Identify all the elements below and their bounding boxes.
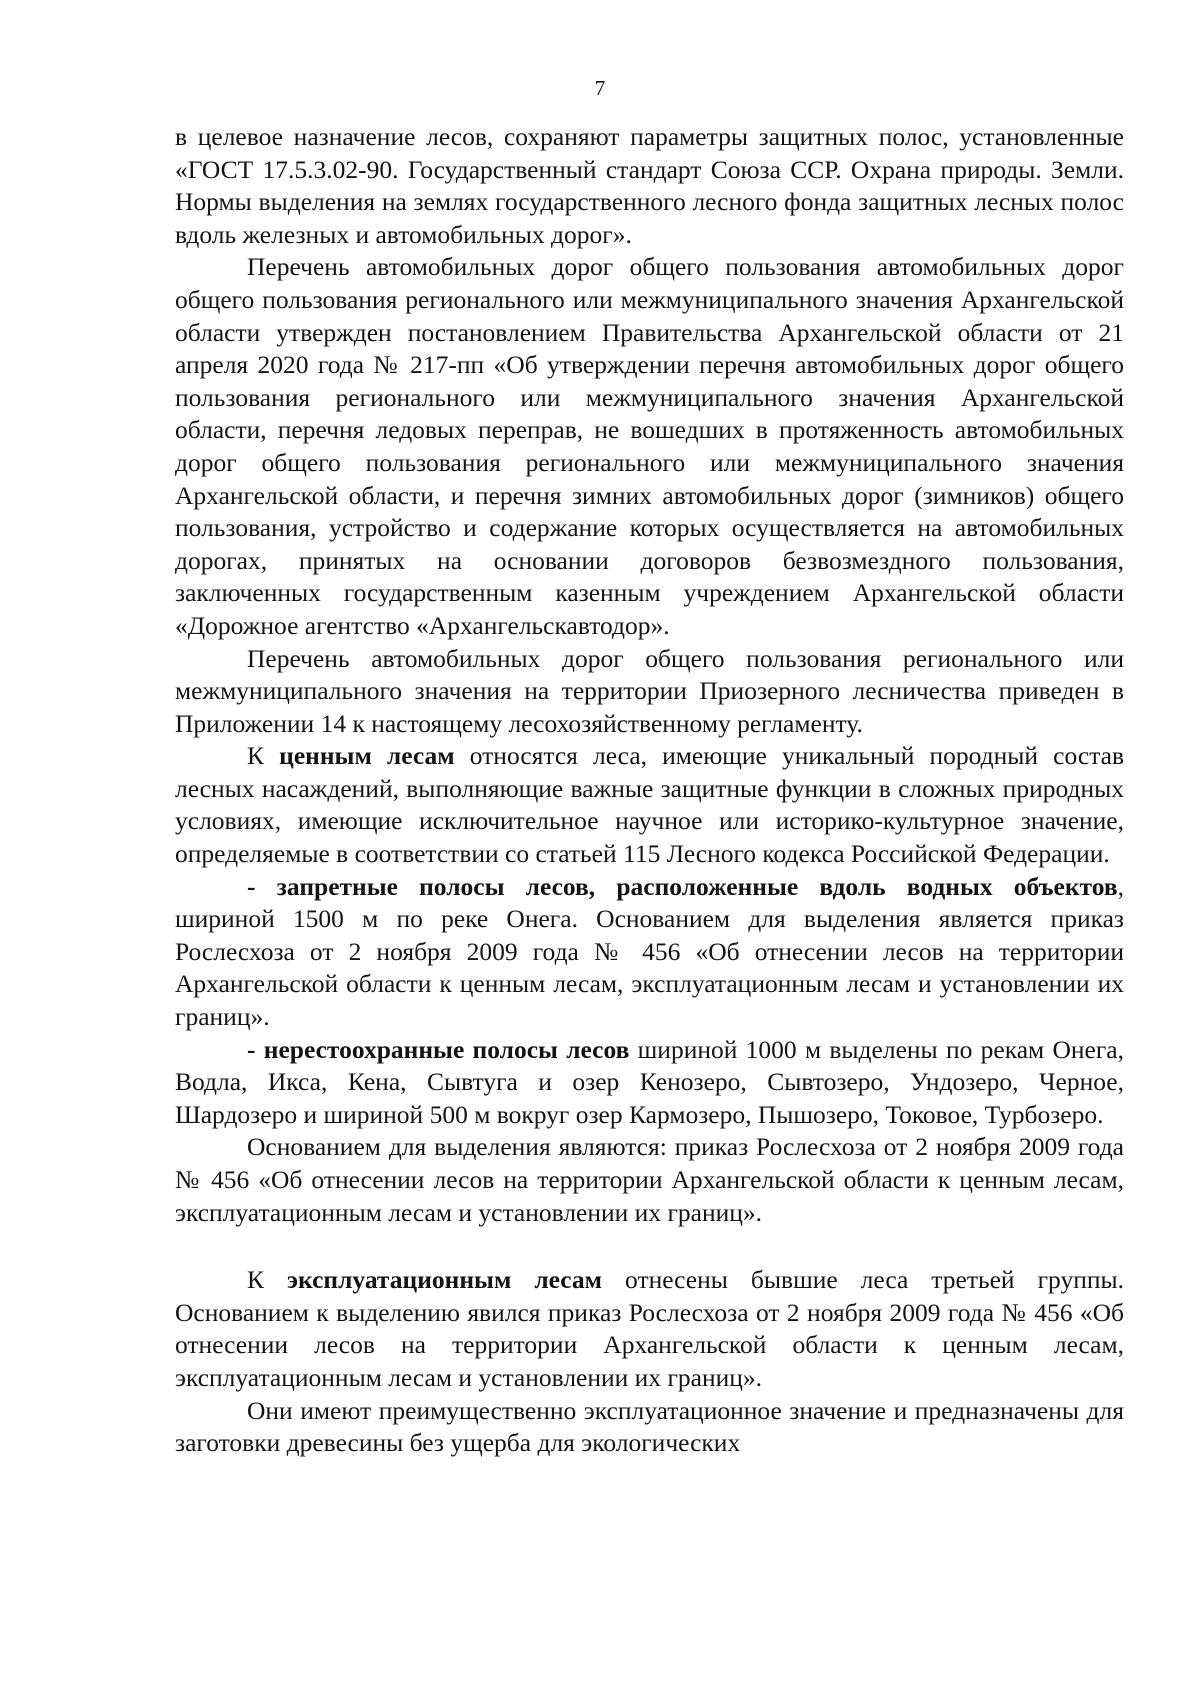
text-segment: Перечень автомобильных дорог общего пользования автомобильных дорог общего пользования регионального или межмуниципального значения Архангельской области утвержден постановлением Правительства Архангельской области от 21 апреля 2020 года № 217-пп «Об утверждении перечня автомобильных дорог общего пользования регионального или межмуниципального значения Архангельской области, перечня ледовых переправ, не вошедших в протяженность автомобильных дорог общего пользования регионального или межмуниципального значения Архангельской области, и перечня зимних автомобильных дорог (зимников) общего пользования, устройство и содержание которых осуществляется на автомобильных дорогах, принятых на основании договоров безвозмездного пользования, заключенных государственным казенным учреждением Архангельской области «Дорожное агентство «Архангельскавтодор».	[175, 252, 1124, 640]
bold-term-spawning-strips: - нерестоохранные полосы лесов	[247, 1034, 630, 1064]
document-body	[175, 121, 1124, 1460]
text-segment: Перечень автомобильных дорог общего пользования регионального или межмуниципального значения на территории Приозерного лесничества приведен в Приложении 14 к настоящему лесохозяйственному регламенту.	[175, 643, 1124, 738]
paragraph-road-list-appendix	[175, 643, 1124, 741]
text-segment: шириной 1000 м выделены по рекам Онега, Водла, Икса, Кена, Сывтуга и озер Кенозеро, Сывтозеро, Ундозеро, Черное, Шардозеро и шириной 500 м вокруг озер Кармозеро, Пышозеро, Токовое, Турбозеро.	[175, 1034, 1124, 1129]
text-segment: относятся леса, имеющие уникальный породный состав лесных насаждений, выполняющие важные защитные функции в сложных природных условиях, имеющие исключительное научное или историко-культурное значение, определяемые в соответствии со статьей 115 Лесного кодекса Российской Федерации.	[175, 741, 1125, 869]
text-segment: Основанием для выделения являются: приказ Рослесхоза от 2 ноября 2009 года № 456 «Об отнесении лесов на территории Архангельской области к ценным лесам, эксплуатационным лесам и установлении их границ».	[175, 1132, 1124, 1227]
bold-term-protected-strips: - запретные полосы лесов, расположенные вдоль водных объектов	[247, 871, 1118, 901]
text-segment: в целевое назначение лесов, сохраняют параметры защитных полос, установленные «ГОСТ 17.5.3.02-90. Государственный стандарт Союза ССР. Охрана природы. Земли. Нормы выделения на землях государственного лесного фонда защитных лесных полос вдоль железных и автомобильных дорог».	[175, 122, 1124, 249]
paragraph-spawning-basis	[175, 1131, 1124, 1229]
paragraph-exploitation-purpose	[175, 1395, 1124, 1460]
paragraph-spawning-strips	[175, 1034, 1124, 1132]
page-number: 7	[594, 76, 606, 100]
paragraph-protected-water-strips	[175, 871, 1124, 1034]
paragraph-exploitation-forests	[175, 1264, 1124, 1394]
text-segment: К	[247, 1265, 288, 1295]
paragraph-road-list-approval	[175, 251, 1124, 642]
paragraph-road-protection-strips	[175, 121, 1124, 251]
text-segment: , шириной 1500 м по реке Онега. Основанием для выделения является приказ Рослесхоза от 2 ноября 2009 года № 456 «Об отнесении лесов на территории Архангельской области к ценным лесам, эксплуатационным лесам и установлении их границ».	[175, 871, 1124, 1032]
text-segment: отнесены бывшие леса третьей группы. Основанием к выделению явился приказ Рослесхоза от 2 ноября 2009 года № 456 «Об отнесении лесов на территории Архангельской области к ценным лесам, эксплуатационным лесам и установлении их границ».	[175, 1265, 1125, 1392]
paragraph-valuable-forests	[175, 740, 1124, 870]
text-segment: К	[247, 741, 280, 771]
bold-term-valuable-forests: ценным лесам	[279, 741, 455, 771]
bold-term-exploitation-forests: эксплуатационным лесам	[287, 1265, 603, 1295]
text-segment: Они имеют преимущественно эксплуатационное значение и предназначены для заготовки древесины без ущерба для экологических	[175, 1395, 1124, 1458]
